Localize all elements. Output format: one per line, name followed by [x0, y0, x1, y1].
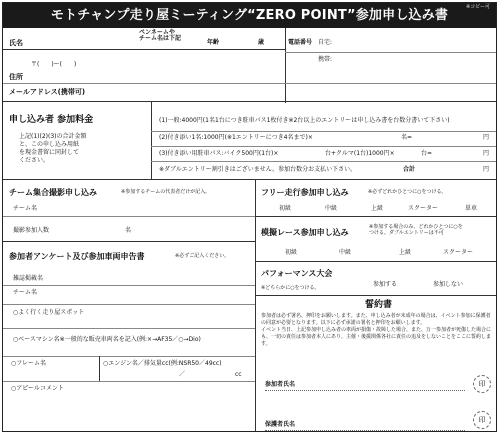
free-run-option-intermediate[interactable]: 中級	[325, 205, 338, 212]
frame-label: ○フレーム名	[11, 360, 46, 367]
engine-label: ○エンジン名／排気量cc(例:NSR50／49cc)	[103, 360, 222, 367]
participant-seal-mark: 印	[473, 375, 491, 393]
bike-count-field[interactable]	[285, 149, 323, 157]
mock-race-option-beginner[interactable]: 初級	[285, 249, 298, 256]
copy-note: ※コピー可	[466, 4, 490, 10]
parking-amount-field[interactable]	[435, 149, 479, 157]
companion-amount-field[interactable]	[418, 133, 478, 141]
free-run-title: フリー走行参加申し込み	[261, 188, 349, 197]
fee-row-parking: (3)付き添い用駐車パス:バイク500円(1台)×	[159, 150, 279, 157]
mobile-phone-label: 携帯:	[318, 56, 333, 63]
parking-car: 台+クルマ(1台)1000円×	[325, 150, 395, 157]
age-label: 年齢	[207, 39, 220, 46]
survey-note: ※必ずご記入ください。	[175, 253, 230, 259]
mock-race-title: 模擬レース参加申し込み	[261, 228, 349, 237]
car-count-field[interactable]	[395, 149, 417, 157]
parking-eq: 台=	[421, 150, 433, 157]
fees-section-title: 申し込み者 参加料金	[9, 115, 94, 125]
performance-note: ※どちらかに○をつける。	[261, 285, 320, 291]
performance-title: パフォーマンス大会	[261, 269, 333, 278]
appeal-comment-label: ○アピールコメント	[11, 385, 64, 392]
email-label: メールアドレス(携帯可)	[9, 88, 86, 96]
magazine-name-field[interactable]	[51, 274, 251, 282]
home-phone-label: 自宅:	[318, 39, 333, 46]
mock-race-note: ※参加する場合のみ、どれかひとつに○を つける。ダブルエントリーは不可	[369, 224, 463, 236]
mock-race-option-scooter[interactable]: スクーター	[443, 249, 474, 256]
phone-label: 電話番号	[288, 39, 313, 46]
mock-race-option-advanced[interactable]: 上級	[399, 249, 412, 256]
team-photo-title: チーム集合撮影申し込み	[9, 188, 97, 197]
free-run-option-advanced[interactable]: 上級	[371, 205, 384, 212]
spot-label: ○よく行く走り屋スポット	[13, 309, 85, 316]
team-photo-count-unit: 名	[125, 227, 132, 234]
team-photo-note: ※参加するチームの代表者だけが記入。	[121, 189, 211, 195]
title-bar	[3, 3, 496, 28]
team-photo-team-field[interactable]	[43, 204, 248, 212]
team-photo-count-field[interactable]	[61, 226, 121, 234]
participant-name-label: 参加者氏名	[265, 381, 296, 388]
engine-name-field[interactable]	[103, 369, 173, 378]
nickname-label: ペンネームや チーム名は下記	[139, 29, 182, 42]
address-label: 住所	[9, 73, 23, 81]
fee-row-companion: (2)付き添い1名:1000円(※1エントリーにつき4名まで)×	[159, 134, 313, 141]
engine-cc-field[interactable]	[191, 369, 231, 378]
companion-eq: 名=	[401, 134, 413, 141]
magazine-name-label: 雑誌掲載名	[13, 275, 44, 282]
mobile-phone-field[interactable]	[333, 58, 493, 66]
survey-team-label: チーム名	[13, 289, 38, 296]
survey-title: 参加者アンケート及び参加車両申告書	[9, 252, 145, 261]
fee-note: ※ダブルエントリー割引きはございません。参加台数分お支払い下さい。	[159, 166, 357, 173]
name-label: 氏名	[9, 39, 23, 47]
performance-option-decline[interactable]: 参加しない	[433, 281, 464, 288]
postal-code[interactable]: 〒( )ー( )	[31, 61, 77, 68]
team-photo-count-label: 撮影参加人数	[13, 227, 50, 234]
participant-name-field[interactable]	[303, 375, 468, 387]
survey-team-field[interactable]	[43, 288, 248, 296]
form-title: モトチャンプ走り屋ミーティング“ZERO POINT”参加申し込み書	[50, 8, 449, 23]
free-run-option-motorcycle[interactable]: 単車	[465, 205, 478, 212]
guardian-name-field[interactable]	[303, 413, 468, 425]
address-field[interactable]	[33, 63, 283, 81]
parking-yen: 円	[483, 150, 490, 157]
pledge-title: 誓約書	[365, 300, 393, 310]
appeal-comment-field[interactable]	[11, 395, 249, 427]
total-label: 合計	[403, 166, 416, 173]
performance-option-join[interactable]: 参加する	[373, 281, 398, 288]
frame-field[interactable]	[11, 369, 91, 378]
mock-race-option-intermediate[interactable]: 中級	[339, 249, 352, 256]
companion-yen: 円	[483, 134, 490, 141]
free-run-note: ※必ずどれかひとつに○をつける。	[368, 189, 447, 195]
age-unit: 歳	[258, 39, 265, 46]
engine-slash: ／	[179, 371, 186, 378]
pledge-text: 参加者は必ず署名、押印をお願いします。また、申し込み者が未成年の場合は、イベント参加に保護者の同意が必要となります。以下に必ず承諾の署名と押印をお願いします。 イベント当日、上記参加申し込み者の車両が損傷・故障した場合、また、万一参加者が死傷した場合にも、一切の責任は参加者本人にあり、主催・後援関係各社に責任の追及をしないことをここに誓約します。	[261, 313, 492, 347]
guardian-seal-mark: 印	[473, 411, 491, 429]
base-vehicle-label: ○ベースマシン名※一般的な販売車両名を記入(例:×→AF35／○→Dio)	[13, 336, 201, 343]
base-vehicle-field[interactable]	[13, 344, 249, 353]
total-yen: 円	[483, 166, 490, 173]
guardian-name-label: 保護者氏名	[265, 421, 296, 428]
email-field[interactable]	[113, 87, 493, 97]
total-amount-field[interactable]	[423, 164, 479, 173]
free-run-option-scooter[interactable]: スクーター	[408, 205, 439, 212]
fees-instruction: 上記(1)(2)(3)の合計金額 と、この申し込み用紙 を現金書留に同封して ください。	[19, 133, 87, 164]
home-phone-field[interactable]	[333, 45, 493, 52]
companion-count-field[interactable]	[355, 133, 395, 141]
entry-form	[2, 2, 497, 432]
fee-row-general: (1)一般:4000円(1名1台につき駐車パス1枚付き※2台以上のエントリーは申し込み書を台数分書いて下さい)	[159, 117, 450, 124]
team-photo-team-label: チーム名	[13, 205, 38, 212]
engine-cc-unit: cc	[235, 371, 242, 378]
free-run-option-beginner[interactable]: 初級	[279, 205, 292, 212]
spot-field[interactable]	[13, 317, 249, 325]
